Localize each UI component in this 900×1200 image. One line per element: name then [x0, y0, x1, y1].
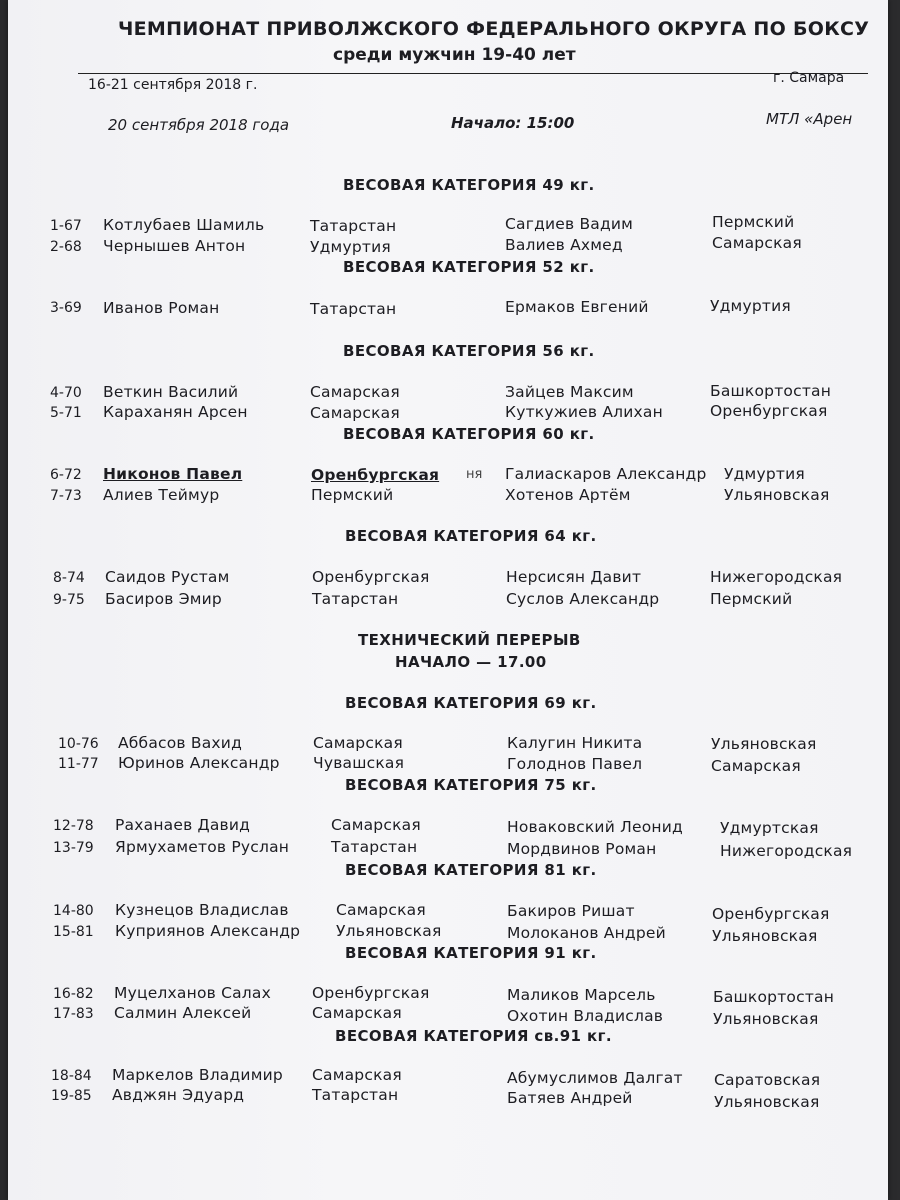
blue-corner-region: Ульяновская — [724, 486, 830, 504]
bout-number: 16-82 — [53, 986, 94, 1002]
venue: МТЛ «Арен — [766, 110, 853, 128]
red-corner-region: Самарская — [336, 901, 426, 919]
bout-number: 18-84 — [51, 1068, 92, 1084]
blue-corner-boxer: Галиаскаров Александр — [505, 465, 707, 483]
red-corner-boxer: Чернышев Антон — [103, 237, 246, 255]
red-corner-region: Самарская — [312, 1004, 402, 1022]
category-heading: ВЕСОВАЯ КАТЕГОРИЯ 60 кг. — [343, 425, 595, 443]
red-corner-region: Оренбургская — [312, 984, 430, 1002]
bout-number: 4-70 — [50, 385, 82, 401]
red-corner-boxer: Юринов Александр — [118, 754, 280, 772]
blue-corner-region: Ульяновская — [714, 1093, 820, 1111]
category-heading: ВЕСОВАЯ КАТЕГОРИЯ 75 кг. — [345, 776, 597, 794]
category-heading: ВЕСОВАЯ КАТЕГОРИЯ 81 кг. — [345, 861, 597, 879]
red-corner-region: Татарстан — [310, 217, 397, 235]
red-corner-region: Ульяновская — [336, 922, 442, 940]
red-corner-region: Оренбургская — [311, 466, 440, 484]
session-start: Начало: 15:00 — [451, 114, 575, 132]
margin-note: ня — [466, 467, 483, 482]
blue-corner-boxer: Батяев Андрей — [507, 1089, 633, 1107]
blue-corner-region: Нижегородская — [720, 842, 853, 860]
bout-number: 10-76 — [58, 736, 99, 752]
session-date: 20 сентября 2018 года — [108, 116, 290, 134]
red-corner-region: Самарская — [310, 383, 400, 401]
red-corner-boxer: Иванов Роман — [103, 299, 220, 317]
bout-number: 2-68 — [50, 239, 82, 255]
blue-corner-region: Самарская — [712, 234, 802, 252]
red-corner-region: Самарская — [310, 404, 400, 422]
red-corner-region: Самарская — [312, 1066, 402, 1084]
bout-number: 7-73 — [50, 488, 82, 504]
bout-number: 11-77 — [58, 756, 99, 772]
blue-corner-region: Оренбургская — [712, 905, 830, 923]
red-corner-boxer: Салмин Алексей — [114, 1004, 252, 1022]
blue-corner-boxer: Новаковский Леонид — [507, 818, 683, 836]
blue-corner-region: Пермский — [712, 213, 795, 231]
category-heading: ВЕСОВАЯ КАТЕГОРИЯ 52 кг. — [343, 258, 595, 276]
red-corner-boxer: Ярмухаметов Руслан — [115, 838, 290, 856]
bout-number: 9-75 — [53, 592, 85, 608]
event-city: г. Самара — [773, 70, 845, 86]
blue-corner-boxer: Зайцев Максим — [505, 383, 634, 401]
red-corner-boxer: Веткин Василий — [103, 383, 239, 401]
blue-corner-boxer: Охотин Владислав — [507, 1007, 664, 1025]
bout-number: 14-80 — [53, 903, 94, 919]
blue-corner-region: Оренбургская — [710, 402, 828, 420]
blue-corner-boxer: Хотенов Артём — [505, 486, 631, 504]
red-corner-region: Татарстан — [331, 838, 418, 856]
bout-number: 13-79 — [53, 840, 94, 856]
category-heading: ВЕСОВАЯ КАТЕГОРИЯ 91 кг. — [345, 944, 597, 962]
blue-corner-boxer: Абумуслимов Далгат — [507, 1069, 683, 1087]
blue-corner-boxer: Маликов Марсель — [507, 986, 656, 1004]
red-corner-boxer: Кузнецов Владислав — [115, 901, 289, 919]
red-corner-boxer: Авджян Эдуард — [112, 1086, 245, 1104]
category-heading: ВЕСОВАЯ КАТЕГОРИЯ 69 кг. — [345, 694, 597, 712]
red-corner-region: Самарская — [331, 816, 421, 834]
red-corner-region: Чувашская — [313, 754, 405, 772]
red-corner-region: Самарская — [313, 734, 403, 752]
red-corner-region: Удмуртия — [310, 238, 391, 256]
blue-corner-region: Пермский — [710, 590, 793, 608]
blue-corner-region: Самарская — [711, 757, 801, 775]
blue-corner-boxer: Валиев Ахмед — [505, 236, 623, 254]
blue-corner-boxer: Ермаков Евгений — [505, 298, 649, 316]
blue-corner-boxer: Суслов Александр — [506, 590, 660, 608]
red-corner-region: Оренбургская — [312, 568, 430, 586]
red-corner-boxer: Никонов Павел — [103, 465, 243, 483]
category-heading: ВЕСОВАЯ КАТЕГОРИЯ св.91 кг. — [335, 1027, 612, 1045]
document-subtitle: среди мужчин 19-40 лет — [333, 45, 576, 65]
blue-corner-region: Удмуртия — [724, 465, 805, 483]
blue-corner-boxer: Калугин Никита — [507, 734, 643, 752]
category-heading: ВЕСОВАЯ КАТЕГОРИЯ 64 кг. — [345, 527, 597, 545]
bout-number: 19-85 — [51, 1088, 92, 1104]
red-corner-region: Татарстан — [312, 590, 399, 608]
red-corner-region: Татарстан — [312, 1086, 399, 1104]
blue-corner-region: Башкортостан — [710, 382, 832, 400]
red-corner-region: Пермский — [311, 486, 394, 504]
bout-number: 3-69 — [50, 300, 82, 316]
bout-number: 1-67 — [50, 218, 82, 234]
red-corner-boxer: Раханаев Давид — [115, 816, 251, 834]
blue-corner-region: Ульяновская — [713, 1010, 819, 1028]
bout-number: 12-78 — [53, 818, 94, 834]
break-title: ТЕХНИЧЕСКИЙ ПЕРЕРЫВ — [358, 631, 581, 649]
blue-corner-boxer: Молоканов Андрей — [507, 924, 666, 942]
red-corner-boxer: Караханян Арсен — [103, 403, 248, 421]
red-corner-boxer: Котлубаев Шамиль — [103, 216, 265, 234]
red-corner-boxer: Аббасов Вахид — [118, 734, 242, 752]
category-heading: ВЕСОВАЯ КАТЕГОРИЯ 49 кг. — [343, 176, 595, 194]
blue-corner-region: Ульяновская — [711, 735, 817, 753]
document-title: ЧЕМПИОНАТ ПРИВОЛЖСКОГО ФЕДЕРАЛЬНОГО ОКРУГА ПО БОКСУ — [118, 18, 870, 40]
red-corner-boxer: Басиров Эмир — [105, 590, 222, 608]
blue-corner-boxer: Сагдиев Вадим — [505, 215, 634, 233]
blue-corner-boxer: Нерсисян Давит — [506, 568, 642, 586]
blue-corner-region: Башкортостан — [713, 988, 835, 1006]
bout-number: 8-74 — [53, 570, 85, 586]
bout-number: 17-83 — [53, 1006, 94, 1022]
bout-number: 5-71 — [50, 405, 82, 421]
blue-corner-region: Удмуртия — [710, 297, 791, 315]
blue-corner-boxer: Голоднов Павел — [507, 755, 643, 773]
bout-number: 6-72 — [50, 467, 82, 483]
blue-corner-region: Нижегородская — [710, 568, 843, 586]
red-corner-boxer: Алиев Теймур — [103, 486, 220, 504]
red-corner-boxer: Маркелов Владимир — [112, 1066, 283, 1084]
event-dates: 16-21 сентября 2018 г. — [88, 77, 258, 93]
schedule-sheet — [8, 0, 888, 1200]
red-corner-boxer: Саидов Рустам — [105, 568, 230, 586]
bout-number: 15-81 — [53, 924, 94, 940]
header-rule — [78, 73, 868, 74]
blue-corner-region: Саратовская — [714, 1071, 821, 1089]
red-corner-boxer: Муцелханов Салах — [114, 984, 271, 1002]
red-corner-region: Татарстан — [310, 300, 397, 318]
blue-corner-boxer: Куткужиев Алихан — [505, 403, 663, 421]
blue-corner-region: Удмуртская — [720, 819, 819, 837]
break-start: НАЧАЛО — 17.00 — [395, 653, 547, 671]
red-corner-boxer: Куприянов Александр — [115, 922, 301, 940]
blue-corner-region: Ульяновская — [712, 927, 818, 945]
blue-corner-boxer: Мордвинов Роман — [507, 840, 657, 858]
blue-corner-boxer: Бакиров Ришат — [507, 902, 635, 920]
category-heading: ВЕСОВАЯ КАТЕГОРИЯ 56 кг. — [343, 342, 595, 360]
